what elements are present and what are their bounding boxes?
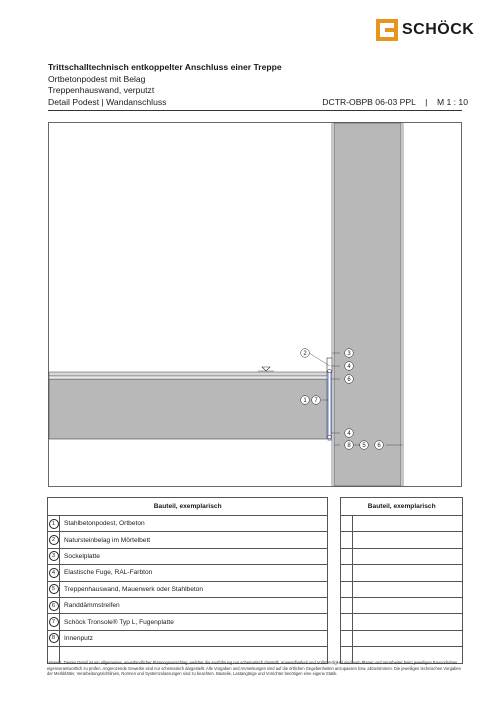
mortar-bed	[49, 376, 327, 379]
brand-name: SCHÖCK	[402, 21, 475, 38]
legend-number-empty	[341, 581, 353, 597]
callout-6-right	[375, 441, 384, 450]
drawing-code: DCTR-OBPB 06-03 PPL	[322, 96, 416, 107]
legend-label-empty	[353, 565, 463, 581]
section-drawing	[48, 122, 462, 487]
legend-label-empty	[353, 532, 463, 548]
callout-1	[301, 396, 310, 405]
callout-3	[345, 349, 354, 358]
legend-row	[48, 581, 463, 597]
wall-masonry	[334, 123, 401, 486]
svg-text:2: 2	[303, 351, 307, 358]
callout-2	[301, 349, 310, 358]
svg-text:8: 8	[347, 443, 351, 450]
schoeck-logo-icon	[376, 19, 398, 41]
legend-label-empty	[353, 597, 463, 613]
svg-text:4: 4	[347, 364, 351, 371]
legend-label: Schöck Tronsole® Typ L, Fugenplatte	[60, 614, 328, 630]
code-separator: |	[417, 96, 435, 107]
legend-number-empty	[341, 532, 353, 548]
legend-header-right: Bauteil, exemplarisch	[341, 498, 463, 516]
legend-label: Sockelplatte	[60, 548, 328, 564]
callout-7	[312, 396, 321, 405]
title-block	[48, 62, 468, 108]
svg-text:4: 4	[347, 431, 351, 438]
svg-text:3: 3	[347, 351, 351, 358]
level-marker-icon	[262, 367, 270, 371]
legend-label: Innenputz	[60, 630, 328, 646]
legend-number-empty	[341, 565, 353, 581]
legend-number	[48, 581, 60, 597]
legend-label: Natursteinbelag im Mörtelbett	[60, 532, 328, 548]
legend-number-circle: 1	[49, 519, 59, 529]
drawing-subtitle-1: Ortbetonpodest mit Belag	[48, 73, 146, 84]
svg-text:1: 1	[303, 398, 307, 405]
tronsole-joint-plate	[328, 372, 331, 440]
legend-label: Randdämmstreifen	[60, 597, 328, 613]
svg-text:6: 6	[377, 443, 381, 450]
legend-row	[48, 565, 463, 581]
legend-label: Stahlbetonpodest, Ortbeton	[60, 516, 328, 532]
brand-logo	[376, 19, 474, 41]
legend-header-left: Bauteil, exemplarisch	[48, 498, 328, 516]
callout-6	[345, 375, 354, 384]
legend-number-circle: 3	[49, 551, 59, 561]
drawing-title: Trittschalltechnisch entkoppelter Anschluss einer Treppe	[48, 62, 282, 72]
legend-number	[48, 630, 60, 646]
callout-5	[360, 441, 369, 450]
legend-label-empty	[353, 581, 463, 597]
legend-number-circle: 4	[49, 568, 59, 578]
callout-4-bottom	[345, 429, 354, 438]
legend-number-empty	[341, 597, 353, 613]
drawing-scale: M 1 : 10	[436, 96, 468, 107]
legend-label-empty	[353, 614, 463, 630]
concrete-landing-slab	[49, 379, 327, 439]
legend-label: Elastische Fuge, RAL-Farbton	[60, 565, 328, 581]
header-rule	[48, 110, 462, 111]
detail-label: Detail Podest | Wandanschluss	[48, 96, 167, 107]
legend-number-empty	[341, 516, 353, 532]
drawing-code-group	[322, 97, 468, 109]
legend-row	[48, 630, 463, 646]
elastic-joint-bottom	[328, 435, 332, 439]
disclaimer-text: Hinweis: Dieses Detail ist ein allgemeiner, unverbindlicher Planungsvorschlag, welcher die Ausführung nur schematisch darstellt. Anwendbarkeit und Vollständigkeit sind vom Planer und Verarbeiter beim jeweiligen Bauvorhaben eigenverantwortlich zu prüfen. Angrenzende Gewerke sind nur schematisch dargestellt. Alle Vorgaben und Anmerkungen sind auf die örtlichen Gegebenheiten anzupassen bzw. abzustimmen. Die jeweiligen technischen Vorgaben der Merkblätter, Verarbeitungsrichtlinien, Normen und Systemzulassungen sind zu beachten. Bauteile, Lastangänge und Vorrichter benötigen eine eigene Statik.	[47, 660, 461, 677]
legend-number-circle: 8	[49, 633, 59, 643]
legend-label-empty	[353, 516, 463, 532]
legend-number	[48, 532, 60, 548]
legend-number-empty	[341, 614, 353, 630]
svg-text:6: 6	[347, 377, 351, 384]
detail-row	[48, 97, 468, 109]
legend-number	[48, 597, 60, 613]
legend-number	[48, 565, 60, 581]
legend-label-empty	[353, 630, 463, 646]
legend-number-empty	[341, 630, 353, 646]
legend-row	[48, 548, 463, 564]
legend-label-empty	[353, 548, 463, 564]
elastic-joint-top	[328, 369, 332, 373]
legend-row	[48, 597, 463, 613]
legend-number-circle: 6	[49, 601, 59, 611]
legend-row	[48, 516, 463, 532]
legend-number-circle: 2	[49, 535, 59, 545]
legend-number	[48, 614, 60, 630]
callout-4-top	[345, 362, 354, 371]
svg-text:5: 5	[362, 443, 366, 450]
legend-number	[48, 548, 60, 564]
legend-header-row	[48, 498, 463, 516]
callout-8	[345, 441, 354, 450]
svg-text:7: 7	[314, 398, 318, 405]
legend-row	[48, 614, 463, 630]
legend-number-circle: 7	[49, 617, 59, 627]
legend-number-empty	[341, 548, 353, 564]
stone-flooring	[49, 372, 327, 376]
legend-row	[48, 532, 463, 548]
legend-number-circle: 5	[49, 584, 59, 594]
legend-label: Treppenhauswand, Mauerwerk oder Stahlbeton	[60, 581, 328, 597]
legend-number	[48, 516, 60, 532]
legend-table	[47, 497, 463, 664]
drawing-subtitle-2: Treppenhauswand, verputzt	[48, 85, 155, 95]
